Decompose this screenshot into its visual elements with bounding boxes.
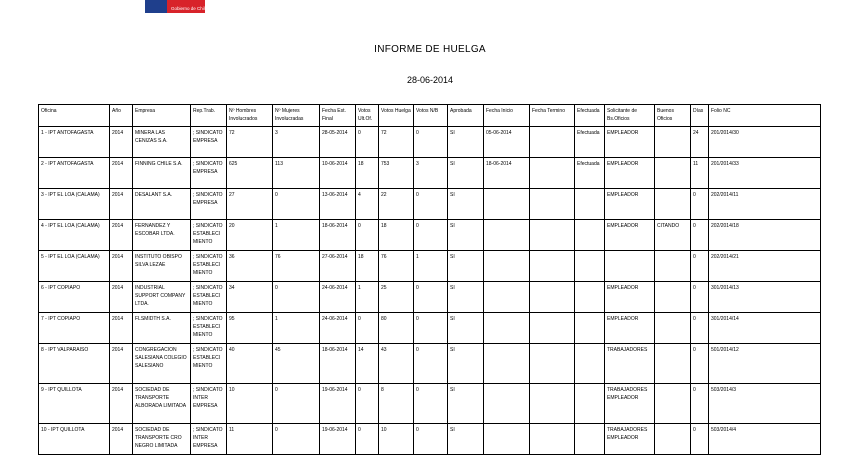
table-cell: 05-06-2014 <box>484 127 530 158</box>
table-cell: 7 - IPT COPIAPO <box>39 313 110 344</box>
table-cell: SI <box>448 189 484 220</box>
table-cell: 0 <box>414 344 448 384</box>
table-cell: 19-06-2014 <box>320 424 356 455</box>
table-row <box>39 282 821 313</box>
table-cell: 10 - IPT QUILLOTA <box>39 424 110 455</box>
table-cell: 10-06-2014 <box>320 158 356 189</box>
table-cell: 11 <box>691 158 709 189</box>
table-cell: SI <box>448 158 484 189</box>
table-cell: 2014 <box>110 127 133 158</box>
table-cell: EMPLEADOR <box>605 158 655 189</box>
table-cell: 201/2014/33 <box>709 158 821 189</box>
table-cell: 76 <box>379 251 414 282</box>
gobierno-logo <box>145 0 208 13</box>
table-cell: SI <box>448 313 484 344</box>
table-cell: 13-06-2014 <box>320 189 356 220</box>
table-cell <box>655 313 691 344</box>
table-cell: ; SINDICATO INTER EMPRESA <box>191 384 227 424</box>
table-cell: SI <box>448 220 484 251</box>
table-cell: 24 <box>691 127 709 158</box>
table-cell: 501/2014/12 <box>709 344 821 384</box>
column-header: Efectuada <box>575 105 605 127</box>
table-cell <box>484 220 530 251</box>
table-cell <box>484 384 530 424</box>
column-header: Días <box>691 105 709 127</box>
table-cell: 25 <box>379 282 414 313</box>
table-cell: 2014 <box>110 251 133 282</box>
table-cell: 3 <box>273 127 320 158</box>
table-cell <box>530 344 575 384</box>
table-cell: 0 <box>691 189 709 220</box>
table-cell: 22 <box>379 189 414 220</box>
table-cell: 202/2014/18 <box>709 220 821 251</box>
table-cell: 34 <box>227 282 273 313</box>
table-cell: EMPLEADOR <box>605 127 655 158</box>
logo-text: Gobierno de Chile <box>171 6 208 11</box>
report-date: 28-06-2014 <box>406 75 454 85</box>
column-header: Votos Huelga <box>379 105 414 127</box>
table-cell: 1 <box>414 251 448 282</box>
table-cell <box>655 158 691 189</box>
table-cell: 2014 <box>110 344 133 384</box>
table-cell: 0 <box>414 424 448 455</box>
table-cell: 20 <box>227 220 273 251</box>
column-header: Empresa <box>133 105 191 127</box>
column-header: Fecha Est. Final <box>320 105 356 127</box>
table-cell <box>530 127 575 158</box>
table-cell: 95 <box>227 313 273 344</box>
table-cell: ; SINDICATO ESTABLECIMIENTO <box>191 220 227 251</box>
table-cell: 625 <box>227 158 273 189</box>
column-header: Fecha Termino <box>530 105 575 127</box>
table-cell: SOCIEDAD DE TRANSPORTE ALBORADA LIMITADA <box>133 384 191 424</box>
table-cell: 18 <box>379 220 414 251</box>
table-cell: 301/2014/14 <box>709 313 821 344</box>
table-cell: 0 <box>691 251 709 282</box>
table-cell <box>575 251 605 282</box>
table-cell <box>655 344 691 384</box>
column-header: Fecha Inicio <box>484 105 530 127</box>
table-cell: 301/2014/13 <box>709 282 821 313</box>
table-cell: 0 <box>273 282 320 313</box>
table-cell: 3 - IPT EL LOA (CALAMA) <box>39 189 110 220</box>
table-cell: 80 <box>379 313 414 344</box>
table-cell: 18-06-2014 <box>320 220 356 251</box>
table-cell: 753 <box>379 158 414 189</box>
table-cell: 2014 <box>110 220 133 251</box>
table-cell <box>530 158 575 189</box>
table-cell: INSTITUTO OBISPO SILVA LEZAE <box>133 251 191 282</box>
table-cell: ; SINDICATO ESTABLECIMIENTO <box>191 344 227 384</box>
table-cell: 6 - IPT COPIAPO <box>39 282 110 313</box>
table-cell: 4 - IPT EL LOA (CALAMA) <box>39 220 110 251</box>
table-cell: 27-06-2014 <box>320 251 356 282</box>
table-cell <box>575 189 605 220</box>
table-cell: 0 <box>691 220 709 251</box>
table-cell: EMPLEADOR <box>605 282 655 313</box>
table-cell: DESALANT S.A. <box>133 189 191 220</box>
table-cell: 3 <box>414 158 448 189</box>
table-cell <box>655 282 691 313</box>
table-cell <box>484 251 530 282</box>
table-cell: INDUSTRIAL SUPPORT COMPANY LTDA. <box>133 282 191 313</box>
table-cell: TRABAJADORES EMPLEADOR <box>605 424 655 455</box>
table-cell <box>655 251 691 282</box>
table-cell <box>605 251 655 282</box>
table-cell <box>655 189 691 220</box>
table-row <box>39 384 821 424</box>
table-cell <box>530 384 575 424</box>
table-cell: 10 <box>379 424 414 455</box>
table-cell <box>575 313 605 344</box>
table-cell: 18-06-2014 <box>484 158 530 189</box>
table-cell: Efectuada <box>575 127 605 158</box>
column-header: Folio NC <box>709 105 821 127</box>
table-cell: 0 <box>273 384 320 424</box>
strike-report-table <box>38 104 821 455</box>
table-cell: SI <box>448 127 484 158</box>
logo-blue-block <box>145 0 167 13</box>
table-cell: 8 - IPT VALPARAISO <box>39 344 110 384</box>
table-cell: 8 <box>379 384 414 424</box>
table-cell: 0 <box>356 127 379 158</box>
table-cell: 1 <box>273 220 320 251</box>
table-cell: ; SINDICATO EMPRESA <box>191 158 227 189</box>
table-cell: MINERA LAS CENIZAS S.A. <box>133 127 191 158</box>
column-header: Buenos Oficios <box>655 105 691 127</box>
table-cell: 72 <box>227 127 273 158</box>
table-cell: 2014 <box>110 158 133 189</box>
table-row <box>39 344 821 384</box>
table-cell <box>530 282 575 313</box>
table-cell: Efectuada <box>575 158 605 189</box>
table-cell <box>484 189 530 220</box>
table-cell: 24-06-2014 <box>320 282 356 313</box>
table-cell: 2014 <box>110 313 133 344</box>
table-cell: 0 <box>691 282 709 313</box>
table-cell: SI <box>448 384 484 424</box>
table-cell: 2014 <box>110 424 133 455</box>
table-cell: 2 - IPT ANTOFAGASTA <box>39 158 110 189</box>
column-header: Votos Ult.Of. <box>356 105 379 127</box>
table-cell: 1 - IPT ANTOFAGASTA <box>39 127 110 158</box>
table-cell: 201/2014/30 <box>709 127 821 158</box>
table-cell: SI <box>448 251 484 282</box>
table-cell: 202/2014/21 <box>709 251 821 282</box>
table-row <box>39 251 821 282</box>
table-cell <box>530 251 575 282</box>
column-header: Año <box>110 105 133 127</box>
table-cell <box>575 282 605 313</box>
table-cell: 113 <box>273 158 320 189</box>
table-cell: SI <box>448 424 484 455</box>
table-cell <box>530 189 575 220</box>
table-row <box>39 189 821 220</box>
table-cell <box>655 127 691 158</box>
column-header: Nº Mujeres Involucradas <box>273 105 320 127</box>
table-cell: EMPLEADOR <box>605 220 655 251</box>
table-cell: 0 <box>273 424 320 455</box>
table-cell <box>655 384 691 424</box>
table-cell: 40 <box>227 344 273 384</box>
table-cell: 43 <box>379 344 414 384</box>
column-header: Votos N/B <box>414 105 448 127</box>
table-cell <box>575 220 605 251</box>
table-cell: 5 - IPT EL LOA (CALAMA) <box>39 251 110 282</box>
table-cell: 2014 <box>110 384 133 424</box>
table-cell: 0 <box>356 384 379 424</box>
table-cell: ; SINDICATO EMPRESA <box>191 189 227 220</box>
table-cell <box>530 220 575 251</box>
table-header-row <box>39 105 821 127</box>
table-cell: CITANDO <box>655 220 691 251</box>
table-row <box>39 313 821 344</box>
table-cell: SI <box>448 344 484 384</box>
table-cell: 0 <box>414 127 448 158</box>
table-cell: FERNANDEZ Y ESCOBAR LTDA. <box>133 220 191 251</box>
table-cell: 0 <box>414 282 448 313</box>
table-cell: 0 <box>356 313 379 344</box>
table-cell: TRABAJADORES EMPLEADOR <box>605 384 655 424</box>
table-cell: 0 <box>691 344 709 384</box>
table-cell: 9 - IPT QUILLOTA <box>39 384 110 424</box>
table-cell: ; SINDICATO ESTABLECIMIENTO <box>191 313 227 344</box>
report-title: INFORME DE HUELGA <box>374 44 486 55</box>
table-cell: 0 <box>414 384 448 424</box>
table-cell: SI <box>448 282 484 313</box>
table-cell: 45 <box>273 344 320 384</box>
column-header: Nº Hombres Involucrados <box>227 105 273 127</box>
table-cell: 202/2014/11 <box>709 189 821 220</box>
table-cell: 0 <box>691 313 709 344</box>
table-cell: 503/2014/3 <box>709 384 821 424</box>
table-row <box>39 158 821 189</box>
table-cell: 4 <box>356 189 379 220</box>
table-cell: ; SINDICATO ESTABLECIMIENTO <box>191 251 227 282</box>
table-cell: 2014 <box>110 282 133 313</box>
table-cell <box>575 384 605 424</box>
table-cell: 18-06-2014 <box>320 344 356 384</box>
table-cell: 14 <box>356 344 379 384</box>
column-header: Solicitante de Bs.Oficios <box>605 105 655 127</box>
table-cell: 0 <box>356 220 379 251</box>
table-cell: 10 <box>227 384 273 424</box>
table-cell: 36 <box>227 251 273 282</box>
table-cell: SOCIEDAD DE TRANSPORTE CRO NEGRO LIMITADA <box>133 424 191 455</box>
table-cell <box>484 282 530 313</box>
table-cell: 18 <box>356 158 379 189</box>
table-cell <box>484 313 530 344</box>
table-cell: 0 <box>691 424 709 455</box>
table-cell: 18 <box>356 251 379 282</box>
column-header: Oficina <box>39 105 110 127</box>
table-cell: 72 <box>379 127 414 158</box>
table-cell: 1 <box>356 282 379 313</box>
table-cell: 0 <box>414 313 448 344</box>
table-cell: 28-05-2014 <box>320 127 356 158</box>
table-cell: 2014 <box>110 189 133 220</box>
table-cell: 0 <box>273 189 320 220</box>
table-cell: EMPLEADOR <box>605 313 655 344</box>
table-row <box>39 127 821 158</box>
table-cell: 27 <box>227 189 273 220</box>
table-cell: ; SINDICATO EMPRESA <box>191 127 227 158</box>
table-row <box>39 220 821 251</box>
table-cell: ; SINDICATO INTER EMPRESA <box>191 424 227 455</box>
table-cell: 0 <box>414 189 448 220</box>
table-cell: 1 <box>273 313 320 344</box>
table-cell: 76 <box>273 251 320 282</box>
column-header: Rep.Trab. <box>191 105 227 127</box>
table-cell: FINNING CHILE S.A. <box>133 158 191 189</box>
table-cell: ; SINDICATO ESTABLECIMIENTO <box>191 282 227 313</box>
column-header: Aprobada <box>448 105 484 127</box>
table-cell: EMPLEADOR <box>605 189 655 220</box>
table-cell: 0 <box>691 384 709 424</box>
table-cell: 24-06-2014 <box>320 313 356 344</box>
table-cell: 503/2014/4 <box>709 424 821 455</box>
table-cell <box>530 313 575 344</box>
table-cell: 19-06-2014 <box>320 384 356 424</box>
table-cell: 11 <box>227 424 273 455</box>
table-cell: 0 <box>414 220 448 251</box>
table-cell <box>575 344 605 384</box>
table-cell: FLSMIDTH S.A. <box>133 313 191 344</box>
table-cell <box>484 344 530 384</box>
table-cell: CONGREGACION SALESIANA COLEGIO SALESIANO <box>133 344 191 384</box>
table-cell: TRABAJADORES <box>605 344 655 384</box>
table-cell: 0 <box>356 424 379 455</box>
